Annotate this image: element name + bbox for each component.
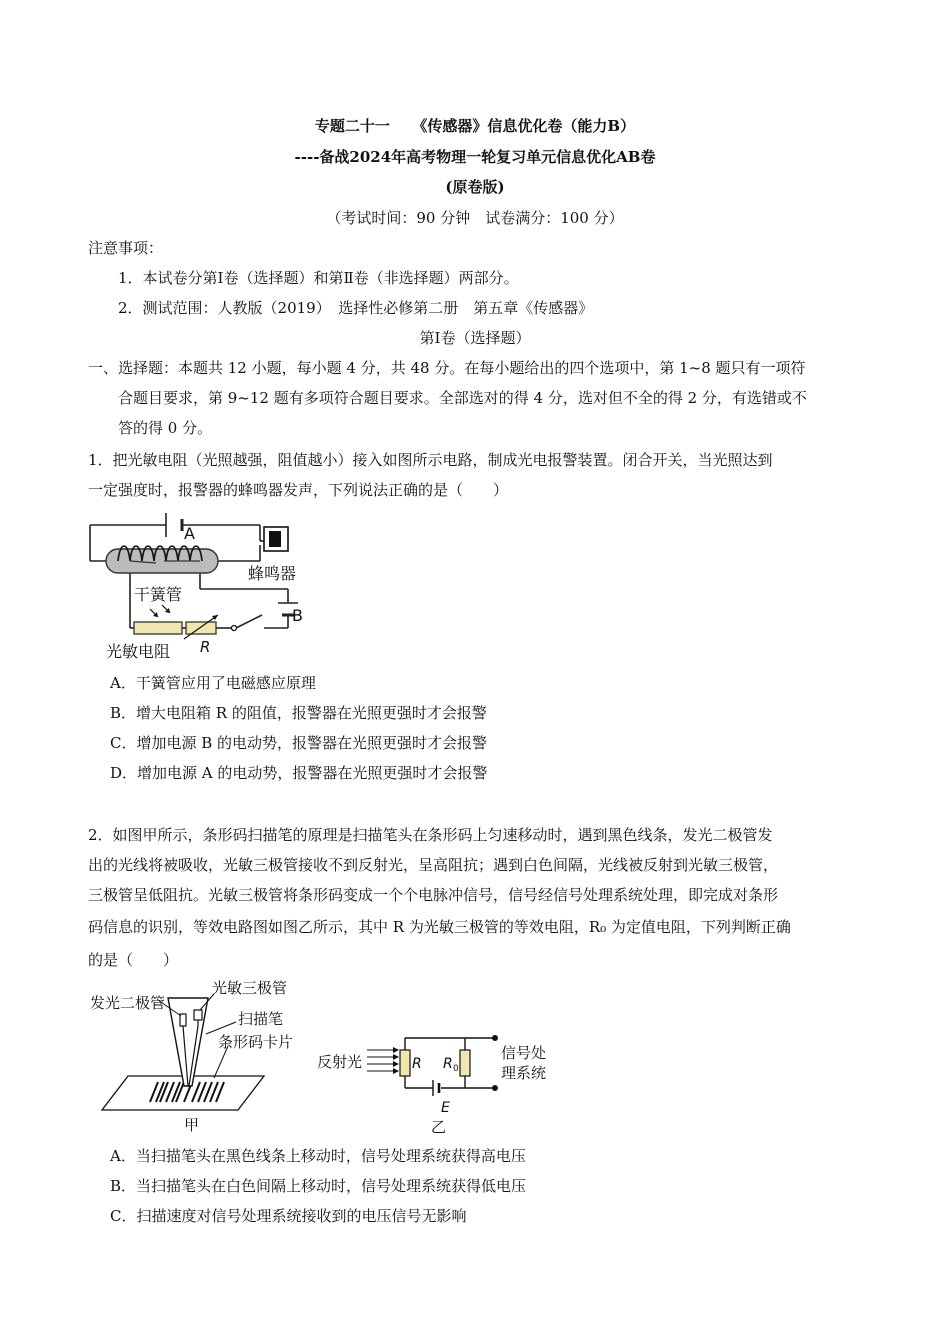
q2-stem-5: 的是（ ） bbox=[88, 951, 179, 969]
doc-subtitle: ----备战2024年高考物理一轮复习单元信息优化AB卷 bbox=[294, 148, 656, 166]
q2-option-b: B．当扫描笔头在白色间隔上移动时，信号处理系统获得低电压 bbox=[110, 1177, 527, 1195]
q2-label-pen: 扫描笔 bbox=[238, 1010, 284, 1028]
q1-circuit-figure bbox=[88, 505, 338, 665]
section-title: 第Ⅰ卷（选择题） bbox=[419, 329, 531, 347]
q1-label-b: B bbox=[292, 606, 303, 625]
q2-label-e: E bbox=[441, 1100, 450, 1116]
q1-label-r: R bbox=[200, 638, 211, 656]
q2-label-r: R bbox=[412, 1056, 422, 1072]
q2-stem-1: 2．如图甲所示，条形码扫描笔的原理是扫描笔头在条形码上匀速移动时，遇到黑色线条，发光二极管发 bbox=[88, 826, 773, 844]
q2-label-r0: R bbox=[443, 1056, 453, 1072]
notes-item-2: 2．测试范围：人教版（2019） 选择性必修第二册 第五章《传感器》 bbox=[118, 299, 594, 317]
q2-option-a: A．当扫描笔头在黑色线条上移动时，信号处理系统获得高电压 bbox=[110, 1147, 526, 1165]
section-intro-1: 一、选择题：本题共 12 小题，每小题 4 分，共 48 分。在每小题给出的四个选项中，第 1~8 题只有一项符 bbox=[88, 359, 806, 377]
q1-option-d: D．增加电源 A 的电动势，报警器在光照更强时才会报警 bbox=[110, 764, 488, 782]
exam-info: （考试时间：90 分钟 试卷满分：100 分） bbox=[326, 209, 624, 227]
doc-edition: (原卷版) bbox=[445, 178, 505, 196]
q2-stem-3: 三极管呈低阻抗。光敏三极管将条形码变成一个个电脉冲信号，信号经信号处理系统处理，即完成对条形 bbox=[88, 886, 779, 904]
notes-item-1: 1．本试卷分第Ⅰ卷（选择题）和第Ⅱ卷（非选择题）两部分。 bbox=[118, 269, 519, 287]
q2-label-led: 发光二极管 bbox=[90, 994, 166, 1012]
q2-label-card: 条形码卡片 bbox=[218, 1033, 294, 1051]
q2-figure-b bbox=[315, 1030, 575, 1140]
q1-stem-1: 1．把光敏电阻（光照越强，阻值越小）接入如图所示电路，制成光电报警装置。闭合开关，当光照达到 bbox=[88, 451, 773, 469]
q2-figure-a bbox=[88, 978, 308, 1136]
q1-label-a: A bbox=[184, 524, 195, 543]
q2-label-system-1: 信号处 bbox=[501, 1044, 547, 1062]
q2-stem-2: 出的光线将被吸收，光敏三极管接收不到反射光，呈高阻抗；遇到白色间隔，光线被反射到光敏三极管， bbox=[88, 856, 779, 874]
q2-caption-a: 甲 bbox=[184, 1116, 200, 1134]
q1-label-reed: 干簧管 bbox=[134, 585, 183, 604]
doc-title: 专题二十一 《传感器》信息优化卷（能力B） bbox=[314, 117, 636, 135]
q2-label-phototransistor: 光敏三极管 bbox=[212, 979, 288, 997]
section-intro-2: 合题目要求，第 9~12 题有多项符合题目要求。全部选对的得 4 分，选对但不全的得 2 分，有选错或不 bbox=[118, 389, 807, 407]
q1-stem-2: 一定强度时，报警器的蜂鸣器发声，下列说法正确的是（ ） bbox=[88, 481, 509, 499]
q2-caption-b: 乙 bbox=[431, 1118, 447, 1136]
section-intro-3: 答的得 0 分。 bbox=[118, 419, 213, 437]
q2-stem-4: 码信息的识别，等效电路图如图乙所示，其中 R 为光敏三极管的等效电阻，R₀ 为定值电阻，下列判断正确 bbox=[88, 918, 791, 936]
q1-label-buzzer: 蜂鸣器 bbox=[248, 564, 297, 583]
q2-label-light: 反射光 bbox=[317, 1053, 363, 1071]
q1-label-ldr: 光敏电阻 bbox=[106, 642, 171, 661]
notes-heading: 注意事项： bbox=[88, 239, 164, 257]
q2-label-r0-sub: 0 bbox=[453, 1064, 459, 1074]
q1-option-a: A．干簧管应用了电磁感应原理 bbox=[110, 674, 316, 692]
q2-label-system-2: 理系统 bbox=[501, 1064, 547, 1082]
q1-option-c: C．增加电源 B 的电动势，报警器在光照更强时才会报警 bbox=[110, 734, 488, 752]
q2-option-c: C．扫描速度对信号处理系统接收到的电压信号无影响 bbox=[110, 1207, 467, 1225]
q1-option-b: B．增大电阻箱 R 的阻值，报警器在光照更强时才会报警 bbox=[110, 704, 487, 722]
